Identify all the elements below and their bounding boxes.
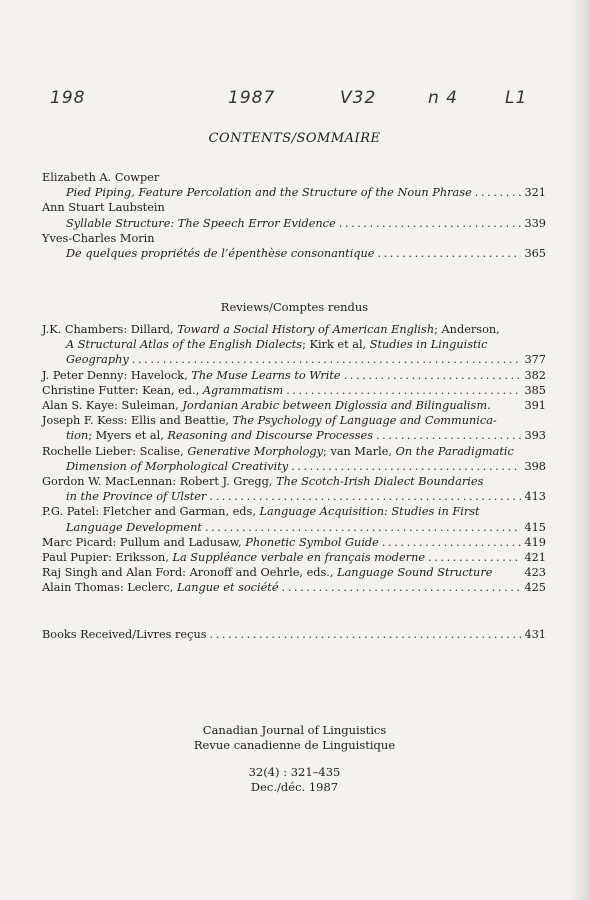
leader-dots xyxy=(339,216,521,231)
review-line xyxy=(42,474,546,489)
leader-dots xyxy=(210,627,521,642)
review-book-title: Language Sound Structure xyxy=(337,566,493,580)
leader-dots xyxy=(291,459,521,474)
review-book-title: Generative Morphology xyxy=(187,444,324,458)
review-entry xyxy=(42,322,546,368)
review-book-title: The Psychology of Language and Communica- xyxy=(232,414,497,428)
review-page: 415 xyxy=(524,520,546,534)
review-text: Gordon W. MacLennan: Robert J. Gregg, xyxy=(42,475,277,489)
review-line xyxy=(42,504,546,519)
review-line xyxy=(42,520,546,535)
leader-dots xyxy=(209,489,521,504)
article-title: Syllable Structure: The Speech Error Evidence xyxy=(66,216,336,230)
review-book-title: in the Province of Ulster xyxy=(66,490,207,504)
review-line xyxy=(42,413,546,428)
review-entry xyxy=(42,474,546,504)
review-line xyxy=(42,398,546,413)
review-text: J. Peter Denny: Havelock, xyxy=(42,368,192,382)
review-page: 398 xyxy=(524,459,546,473)
handwritten-note-5: L1 xyxy=(505,88,528,108)
review-book-title: Toward a Social History of American English xyxy=(177,323,435,336)
review-book-title: Geography xyxy=(66,353,129,367)
review-text: ; Kirk et al, xyxy=(302,338,370,352)
journal-issue: 32(4) : 321–435 xyxy=(248,765,341,779)
article-author: Yves-Charles Morin xyxy=(42,231,155,245)
leader-dots xyxy=(286,383,521,398)
article-title: Pied Piping, Feature Percolation and the Structure of the Noun Phrase xyxy=(66,186,472,200)
leader-dots xyxy=(376,428,521,443)
review-book-title: Language Acquisition: Studies in First xyxy=(259,505,480,519)
review-line xyxy=(42,428,546,443)
review-page: 423 xyxy=(524,566,546,580)
review-line xyxy=(42,368,546,383)
article-page: 365 xyxy=(524,247,546,261)
article-title-row xyxy=(42,216,546,231)
review-line xyxy=(42,489,546,504)
review-text: J.K. Chambers: Dillard, xyxy=(42,323,178,336)
leader-dots xyxy=(428,550,521,565)
leader-dots xyxy=(205,520,521,535)
books-received-label: Books Received/Livres reçus xyxy=(42,628,207,641)
review-book-title: Studies in Linguistic xyxy=(369,338,488,352)
journal-date: Dec./déc. 1987 xyxy=(250,780,339,794)
handwritten-note-3: V32 xyxy=(340,88,377,108)
review-text: ; Anderson, xyxy=(434,323,500,336)
review-text: Paul Pupier: Eriksson, xyxy=(42,551,173,565)
review-text: Christine Futter: Kean, ed., xyxy=(42,383,203,397)
article-author: Ann Stuart Laubstein xyxy=(42,201,165,215)
review-book-title: On the Paradigmatic xyxy=(395,444,514,458)
review-text: Alain Thomas: Leclerc, xyxy=(42,581,177,595)
article-title-row xyxy=(42,185,546,200)
article-page: 339 xyxy=(524,216,546,230)
review-book-title: La Suppléance verbale en français moderne xyxy=(172,551,426,565)
review-page: 393 xyxy=(524,429,546,443)
review-book-title: tion xyxy=(66,429,89,443)
journal-block xyxy=(0,723,589,795)
review-entry xyxy=(42,368,546,383)
article-title: De quelques propriétés de l’épenthèse consonantique xyxy=(66,247,375,261)
review-book-title: The Muse Learns to Write xyxy=(191,368,341,382)
review-line xyxy=(42,459,546,474)
review-line xyxy=(42,444,546,459)
review-line xyxy=(42,337,546,352)
books-received-page: 431 xyxy=(524,628,546,641)
review-book-title: Agrammatism xyxy=(202,383,284,397)
journal-name-fr: Revue canadienne de Linguistique xyxy=(193,738,396,752)
review-text: Joseph F. Kess: Ellis and Beattie, xyxy=(42,414,233,428)
review-line xyxy=(42,535,546,550)
review-page: 419 xyxy=(524,535,546,549)
review-book-title: Language Development xyxy=(66,520,202,534)
article-title-row xyxy=(42,246,546,261)
review-page: 382 xyxy=(524,368,546,382)
leader-dots xyxy=(282,580,521,595)
review-text: Marc Picard: Pullum and Ladusaw, xyxy=(42,535,246,549)
articles-list xyxy=(42,170,546,261)
review-page: 413 xyxy=(524,490,546,504)
review-text: Alan S. Kaye: Suleiman, xyxy=(42,399,183,413)
review-entry xyxy=(42,535,546,550)
leader-dots xyxy=(344,368,521,383)
review-page: 385 xyxy=(524,383,546,397)
review-entry xyxy=(42,398,546,413)
leader-dots xyxy=(378,246,522,261)
review-text: Rochelle Lieber: Scalise, xyxy=(42,444,188,458)
review-line xyxy=(42,565,546,580)
review-book-title: Dimension of Morphological Creativity xyxy=(66,459,289,473)
review-entry xyxy=(42,580,546,595)
review-text: ; van Marle, xyxy=(323,444,396,458)
review-book-title: The Scotch-Irish Dialect Boundaries xyxy=(276,475,484,489)
handwritten-note-4: n 4 xyxy=(428,88,458,108)
review-text: Raj Singh and Alan Ford: Aronoff and Oehrle, eds., xyxy=(42,566,338,580)
review-page: 425 xyxy=(524,581,546,595)
leader-dots xyxy=(475,185,521,200)
review-page: 421 xyxy=(524,551,546,565)
review-page: 377 xyxy=(524,353,546,367)
review-entry xyxy=(42,565,546,580)
review-text: . xyxy=(487,399,491,413)
review-entry xyxy=(42,383,546,398)
review-line xyxy=(42,550,546,565)
handwritten-note-2: 1987 xyxy=(228,88,276,108)
review-entry xyxy=(42,444,546,474)
review-book-title: A Structural Atlas of the English Dialects xyxy=(66,338,303,352)
reviews-heading: Reviews/Comptes rendus xyxy=(220,300,369,314)
review-line xyxy=(42,580,546,595)
journal-name-en: Canadian Journal of Linguistics xyxy=(202,723,387,737)
review-book-title: Reasoning and Discourse Processes xyxy=(167,429,373,443)
review-book-title: Jordanian Arabic between Diglossia and Bilingualism xyxy=(182,399,488,413)
review-entry xyxy=(42,550,546,565)
leader-dots xyxy=(132,352,521,367)
review-entry xyxy=(42,413,546,443)
reviews-list xyxy=(42,322,546,596)
review-book-title: Langue et société xyxy=(176,581,279,595)
review-entry xyxy=(42,504,546,534)
review-line xyxy=(42,352,546,367)
review-page: 391 xyxy=(524,399,546,413)
article-page: 321 xyxy=(524,186,546,200)
books-received-entry xyxy=(42,627,546,642)
leader-dots xyxy=(382,535,521,550)
review-line xyxy=(42,322,546,337)
article-author: Elizabeth A. Cowper xyxy=(42,171,160,184)
review-text: P.G. Patel: Fletcher and Garman, eds, xyxy=(42,505,260,519)
handwritten-note-1: 198 xyxy=(50,88,86,108)
page-title: CONTENTS/SOMMAIRE xyxy=(208,131,381,146)
review-text: ; Myers et al, xyxy=(88,429,168,443)
review-book-title: Phonetic Symbol Guide xyxy=(245,535,379,549)
review-line xyxy=(42,383,546,398)
